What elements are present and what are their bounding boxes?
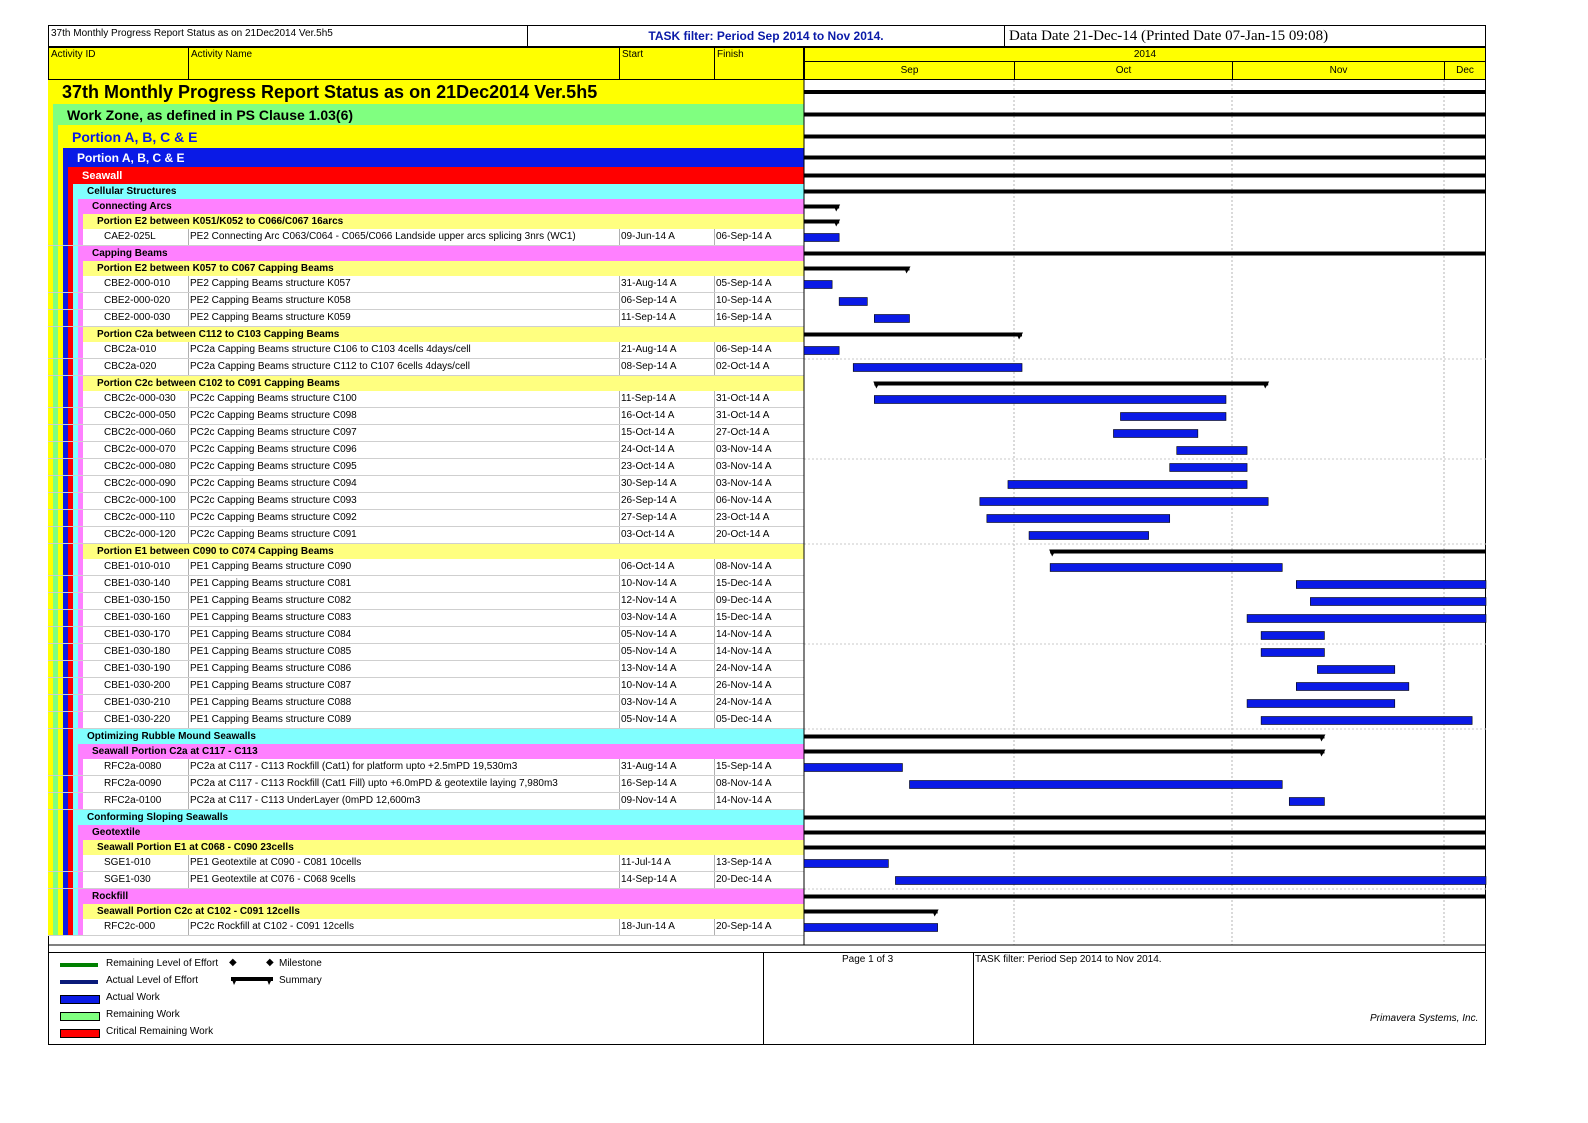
actual-work-bar <box>1113 430 1197 438</box>
activity-name-cell: PC2a Capping Beams structure C106 to C103 4cells 4days/cell <box>190 344 471 355</box>
page-number: Page 1 of 3 <box>842 954 894 965</box>
wbs-label: Portion E2 between K057 to C067 Capping Beams <box>97 263 334 274</box>
wbs-label: Portion A, B, C & E <box>77 150 185 165</box>
activity-finish-cell: 27-Oct-14 A <box>716 427 770 438</box>
summary-bar <box>804 190 1486 194</box>
summary-bar <box>804 135 1486 139</box>
summary-bar <box>804 735 1324 739</box>
summary-bar <box>804 113 1486 117</box>
milestone-icon: ◆ <box>266 957 274 968</box>
wbs-label: Seawall Portion C2a at C117 - C113 <box>92 746 258 757</box>
actual-work-bar <box>1261 717 1472 725</box>
wbs-label: 37th Monthly Progress Report Status as on 21Dec2014 Ver.5h5 <box>62 81 598 102</box>
activity-start-cell: 15-Oct-14 A <box>621 427 675 438</box>
wbs-label: Seawall Portion E1 at C068 - C090 23cells <box>97 842 294 853</box>
actual-work-bar <box>1289 798 1324 806</box>
activity-name-cell: PE1 Capping Beams structure C083 <box>190 612 352 623</box>
activity-start-cell: 08-Sep-14 A <box>621 361 677 372</box>
activity-id-cell: SGE1-030 <box>104 874 151 885</box>
activity-finish-cell: 03-Nov-14 A <box>716 444 772 455</box>
col-start[interactable]: Start <box>619 47 715 80</box>
milestone-icon: ◆ <box>229 957 237 968</box>
actual-work-bar <box>853 364 1022 372</box>
activity-id-cell: CBE1-030-150 <box>104 595 171 606</box>
summary-bar <box>804 750 1324 754</box>
activity-name-cell: PC2a at C117 - C113 Rockfill (Cat1 Fill) upto +6.0mPD & geotextile laying 7,980m3 <box>190 778 558 789</box>
timeline-month-nov: Nov <box>1232 61 1445 80</box>
summary-bar <box>804 816 1486 820</box>
actual-work-bar <box>1247 700 1395 708</box>
activity-start-cell: 26-Sep-14 A <box>621 495 677 506</box>
legend-swatch-remaining-work <box>60 1012 100 1021</box>
wbs-label: Geotextile <box>92 827 141 838</box>
activity-finish-cell: 06-Sep-14 A <box>716 231 772 242</box>
activity-id-cell: CBC2a-010 <box>104 344 157 355</box>
actual-work-bar <box>1247 615 1486 623</box>
activity-finish-cell: 03-Nov-14 A <box>716 461 772 472</box>
activity-name-cell: PE1 Geotextile at C090 - C081 10cells <box>190 857 362 868</box>
activity-start-cell: 06-Oct-14 A <box>621 561 675 572</box>
actual-work-bar <box>980 498 1268 506</box>
activity-name-cell: PE1 Capping Beams structure C089 <box>190 714 352 725</box>
summary-bar <box>804 90 1486 94</box>
activity-finish-cell: 08-Nov-14 A <box>716 778 772 789</box>
activity-name-cell: PE2 Connecting Arc C063/C064 - C065/C066 Landside upper arcs splicing 3nrs (WC1) <box>190 231 576 242</box>
activity-start-cell: 11-Sep-14 A <box>621 312 676 323</box>
legend-swatch-actual-loe <box>60 980 98 984</box>
activity-id-cell: CBE1-030-160 <box>104 612 171 623</box>
activity-finish-cell: 13-Sep-14 A <box>716 857 772 868</box>
wbs-label: Portion C2a between C112 to C103 Capping Beams <box>97 329 340 340</box>
activity-start-cell: 16-Oct-14 A <box>621 410 675 421</box>
activity-name-cell: PC2c Capping Beams structure C098 <box>190 410 357 421</box>
wbs-label: Seawall <box>82 169 123 182</box>
activity-start-cell: 09-Jun-14 A <box>621 231 675 242</box>
activity-finish-cell: 05-Dec-14 A <box>716 714 772 725</box>
activity-id-cell: CBE1-030-190 <box>104 663 171 674</box>
actual-work-bar <box>1029 532 1149 540</box>
activity-id-cell: RFC2a-0080 <box>104 761 162 772</box>
actual-work-bar <box>1317 666 1394 674</box>
actual-work-bar <box>804 924 938 932</box>
legend-label-actual-work: Actual Work <box>106 992 160 1003</box>
actual-work-bar <box>1120 413 1225 421</box>
actual-work-bar <box>804 347 839 355</box>
actual-work-bar <box>874 396 1226 404</box>
activity-name-cell: PC2c Capping Beams structure C096 <box>190 444 357 455</box>
activity-start-cell: 21-Aug-14 A <box>621 344 677 355</box>
timeline-month-dec: Dec <box>1444 61 1486 80</box>
activity-name-cell: PC2c Capping Beams structure C095 <box>190 461 357 472</box>
actual-work-bar <box>909 781 1282 789</box>
wbs-label: Portion A, B, C & E <box>72 128 198 145</box>
activity-finish-cell: 31-Oct-14 A <box>716 393 770 404</box>
activity-name-cell: PC2c Capping Beams structure C097 <box>190 427 357 438</box>
activity-id-cell: CBE1-030-200 <box>104 680 171 691</box>
activity-id-cell: CBC2c-000-120 <box>104 529 176 540</box>
actual-work-bar <box>1296 683 1409 691</box>
activity-finish-cell: 14-Nov-14 A <box>716 646 772 657</box>
legend-label-critical: Critical Remaining Work <box>106 1026 214 1037</box>
timeline-month-oct: Oct <box>1014 61 1233 80</box>
summary-bar <box>804 267 909 271</box>
activity-start-cell: 05-Nov-14 A <box>621 629 677 640</box>
activity-name-cell: PC2c Capping Beams structure C093 <box>190 495 357 506</box>
activity-start-cell: 09-Nov-14 A <box>621 795 677 806</box>
activity-start-cell: 13-Nov-14 A <box>621 663 677 674</box>
summary-bar <box>874 382 1268 386</box>
summary-bar <box>804 156 1486 160</box>
activity-id-cell: CBE1-030-170 <box>104 629 171 640</box>
activity-id-cell: CBC2c-000-050 <box>104 410 176 421</box>
actual-work-bar <box>1310 598 1486 606</box>
legend-swatch-critical <box>60 1029 100 1038</box>
activity-id-cell: RFC2a-0090 <box>104 778 162 789</box>
activity-name-cell: PE1 Capping Beams structure C090 <box>190 561 352 572</box>
actual-work-bar <box>1296 581 1486 589</box>
actual-work-bar <box>839 298 867 306</box>
activity-finish-cell: 26-Nov-14 A <box>716 680 772 691</box>
activity-name-cell: PE1 Capping Beams structure C085 <box>190 646 352 657</box>
vendor-label: Primavera Systems, Inc. <box>1370 1013 1479 1024</box>
activity-name-cell: PE1 Geotextile at C076 - C068 9cells <box>190 874 356 885</box>
actual-work-bar <box>874 315 909 323</box>
activity-start-cell: 12-Nov-14 A <box>621 595 677 606</box>
activity-id-cell: CBE2-000-030 <box>104 312 171 323</box>
wbs-label: Rockfill <box>92 891 129 902</box>
activity-finish-cell: 20-Oct-14 A <box>716 529 770 540</box>
legend-label-remaining-loe: Remaining Level of Effort <box>106 958 219 969</box>
activity-name-cell: PC2c Capping Beams structure C100 <box>190 393 357 404</box>
activity-name-cell: PC2a at C117 - C113 UnderLayer (0mPD 12,600m3 <box>190 795 421 806</box>
activity-id-cell: CBE1-030-180 <box>104 646 171 657</box>
activity-id-cell: SGE1-010 <box>104 857 151 868</box>
col-activity-id[interactable]: Activity ID <box>48 47 189 80</box>
activity-finish-cell: 02-Oct-14 A <box>716 361 770 372</box>
activity-name-cell: PE2 Capping Beams structure K057 <box>190 278 351 289</box>
activity-name-cell: PE1 Capping Beams structure C087 <box>190 680 352 691</box>
activity-id-cell: CBE2-000-020 <box>104 295 171 306</box>
activity-start-cell: 16-Sep-14 A <box>621 778 677 789</box>
actual-work-bar <box>1177 447 1247 455</box>
wbs-label: Connecting Arcs <box>92 201 172 212</box>
activity-start-cell: 10-Nov-14 A <box>621 680 677 691</box>
activity-id-cell: CBC2c-000-030 <box>104 393 176 404</box>
actual-work-bar <box>804 234 839 242</box>
activity-finish-cell: 03-Nov-14 A <box>716 478 772 489</box>
activity-start-cell: 31-Aug-14 A <box>621 278 677 289</box>
data-date-header: Data Date 21-Dec-14 (Printed Date 07-Jan-15 09:08) <box>1004 25 1486 47</box>
wbs-label: Capping Beams <box>92 248 168 259</box>
activity-name-cell: PC2c Capping Beams structure C092 <box>190 512 357 523</box>
actual-work-bar <box>804 281 832 289</box>
activity-id-cell: CBC2c-000-110 <box>104 512 175 523</box>
report-title-header: 37th Monthly Progress Report Status as on 21Dec2014 Ver.5h5 <box>48 25 528 47</box>
activity-start-cell: 27-Sep-14 A <box>621 512 677 523</box>
activity-finish-cell: 31-Oct-14 A <box>716 410 770 421</box>
activity-start-cell: 30-Sep-14 A <box>621 478 677 489</box>
summary-bar <box>804 252 1486 256</box>
activity-finish-cell: 24-Nov-14 A <box>716 663 772 674</box>
activity-start-cell: 03-Oct-14 A <box>621 529 675 540</box>
actual-work-bar <box>1008 481 1247 489</box>
activity-finish-cell: 20-Sep-14 A <box>716 921 772 932</box>
actual-work-bar <box>1050 564 1282 572</box>
footer-task-filter: TASK filter: Period Sep 2014 to Nov 2014. <box>975 954 1162 965</box>
wbs-label: Work Zone, as defined in PS Clause 1.03(6) <box>67 106 354 123</box>
col-activity-name[interactable]: Activity Name <box>188 47 620 80</box>
activity-id-cell: CBE1-010-010 <box>104 561 171 572</box>
activity-name-cell: PE2 Capping Beams structure K059 <box>190 312 351 323</box>
actual-work-bar <box>895 877 1486 885</box>
activity-name-cell: PE1 Capping Beams structure C088 <box>190 697 352 708</box>
page-box <box>763 952 974 1045</box>
activity-id-cell: CBC2c-000-090 <box>104 478 176 489</box>
activity-finish-cell: 06-Nov-14 A <box>716 495 772 506</box>
summary-bar <box>804 174 1486 178</box>
actual-work-bar <box>804 764 902 772</box>
activity-name-cell: PC2a Capping Beams structure C112 to C107 6cells 4days/cell <box>190 361 470 372</box>
activity-start-cell: 05-Nov-14 A <box>621 646 677 657</box>
activity-id-cell: CAE2-025L <box>104 231 156 242</box>
activity-start-cell: 23-Oct-14 A <box>621 461 675 472</box>
wbs-label: Portion E1 between C090 to C074 Capping Beams <box>97 546 334 557</box>
activity-id-cell: CBC2c-000-060 <box>104 427 176 438</box>
summary-bar <box>804 333 1022 337</box>
legend-label-remaining-work: Remaining Work <box>106 1009 180 1020</box>
legend-label-summary: Summary <box>279 975 322 986</box>
summary-bar <box>1050 550 1486 554</box>
timeline-month-sep: Sep <box>804 61 1015 80</box>
activity-start-cell: 05-Nov-14 A <box>621 714 677 725</box>
activity-finish-cell: 24-Nov-14 A <box>716 697 772 708</box>
activity-name-cell: PE1 Capping Beams structure C082 <box>190 595 352 606</box>
activity-id-cell: CBE1-030-210 <box>104 697 171 708</box>
activity-start-cell: 10-Nov-14 A <box>621 578 677 589</box>
wbs-label: Seawall Portion C2c at C102 - C091 12cells <box>97 906 300 917</box>
activity-finish-cell: 08-Nov-14 A <box>716 561 772 572</box>
wbs-label: Portion E2 between K051/K052 to C066/C067 16arcs <box>97 216 344 227</box>
activity-start-cell: 11-Jul-14 A <box>621 857 671 868</box>
actual-work-bar <box>804 860 888 868</box>
activity-finish-cell: 15-Dec-14 A <box>716 612 772 623</box>
legend-label-milestone: Milestone <box>279 958 322 969</box>
activity-start-cell: 03-Nov-14 A <box>621 612 677 623</box>
activity-start-cell: 03-Nov-14 A <box>621 697 677 708</box>
activity-id-cell: CBE2-000-010 <box>104 278 171 289</box>
summary-bar <box>804 831 1486 835</box>
activity-start-cell: 24-Oct-14 A <box>621 444 675 455</box>
activity-finish-cell: 15-Dec-14 A <box>716 578 772 589</box>
activity-id-cell: CBE1-030-220 <box>104 714 171 725</box>
summary-bar <box>804 846 1486 850</box>
filter-box <box>973 952 1486 1045</box>
actual-work-bar <box>1170 464 1247 472</box>
activity-start-cell: 31-Aug-14 A <box>621 761 677 772</box>
activity-name-cell: PE1 Capping Beams structure C086 <box>190 663 352 674</box>
activity-id-cell: CBC2c-000-080 <box>104 461 176 472</box>
activity-finish-cell: 23-Oct-14 A <box>716 512 770 523</box>
activity-finish-cell: 16-Sep-14 A <box>716 312 772 323</box>
activity-name-cell: PC2c Capping Beams structure C091 <box>190 529 357 540</box>
activity-finish-cell: 14-Nov-14 A <box>716 795 772 806</box>
timeline-year: 2014 <box>804 47 1486 62</box>
activity-finish-cell: 10-Sep-14 A <box>716 295 772 306</box>
activity-start-cell: 14-Sep-14 A <box>621 874 677 885</box>
activity-finish-cell: 06-Sep-14 A <box>716 344 772 355</box>
summary-bar <box>804 895 1486 899</box>
activity-start-cell: 18-Jun-14 A <box>621 921 675 932</box>
activity-id-cell: CBE1-030-140 <box>104 578 171 589</box>
activity-finish-cell: 20-Dec-14 A <box>716 874 772 885</box>
wbs-label: Optimizing Rubble Mound Seawalls <box>87 731 256 742</box>
activity-name-cell: PE2 Capping Beams structure K058 <box>190 295 351 306</box>
summary-bar <box>804 910 938 914</box>
activity-id-cell: RFC2a-0100 <box>104 795 162 806</box>
legend-label-actual-loe: Actual Level of Effort <box>106 975 199 986</box>
task-filter-header: TASK filter: Period Sep 2014 to Nov 2014. <box>527 25 1005 47</box>
activity-id-cell: RFC2c-000 <box>104 921 156 932</box>
legend-swatch-remaining-loe <box>60 963 98 967</box>
activity-finish-cell: 14-Nov-14 A <box>716 629 772 640</box>
wbs-label: Conforming Sloping Seawalls <box>87 812 229 823</box>
wbs-label: Cellular Structures <box>87 186 177 197</box>
summary-icon <box>229 977 275 987</box>
activity-id-cell: CBC2c-000-070 <box>104 444 176 455</box>
activity-finish-cell: 05-Sep-14 A <box>716 278 772 289</box>
activity-name-cell: PC2c Rockfill at C102 - C091 12cells <box>190 921 354 932</box>
activity-id-cell: CBC2a-020 <box>104 361 157 372</box>
activity-start-cell: 11-Sep-14 A <box>621 393 676 404</box>
activity-name-cell: PE1 Capping Beams structure C084 <box>190 629 352 640</box>
wbs-label: Portion C2c between C102 to C091 Capping Beams <box>97 378 340 389</box>
col-finish[interactable]: Finish <box>714 47 804 80</box>
activity-finish-cell: 15-Sep-14 A <box>716 761 772 772</box>
legend-swatch-actual-work <box>60 995 100 1004</box>
activity-name-cell: PC2c Capping Beams structure C094 <box>190 478 357 489</box>
activity-name-cell: PC2a at C117 - C113 Rockfill (Cat1) for platform upto +2.5mPD 19,530m3 <box>190 761 518 772</box>
actual-work-bar <box>987 515 1170 523</box>
activity-name-cell: PE1 Capping Beams structure C081 <box>190 578 352 589</box>
activity-finish-cell: 09-Dec-14 A <box>716 595 772 606</box>
activity-start-cell: 06-Sep-14 A <box>621 295 677 306</box>
activity-id-cell: CBC2c-000-100 <box>104 495 176 506</box>
actual-work-bar <box>1261 649 1324 657</box>
actual-work-bar <box>1261 632 1324 640</box>
